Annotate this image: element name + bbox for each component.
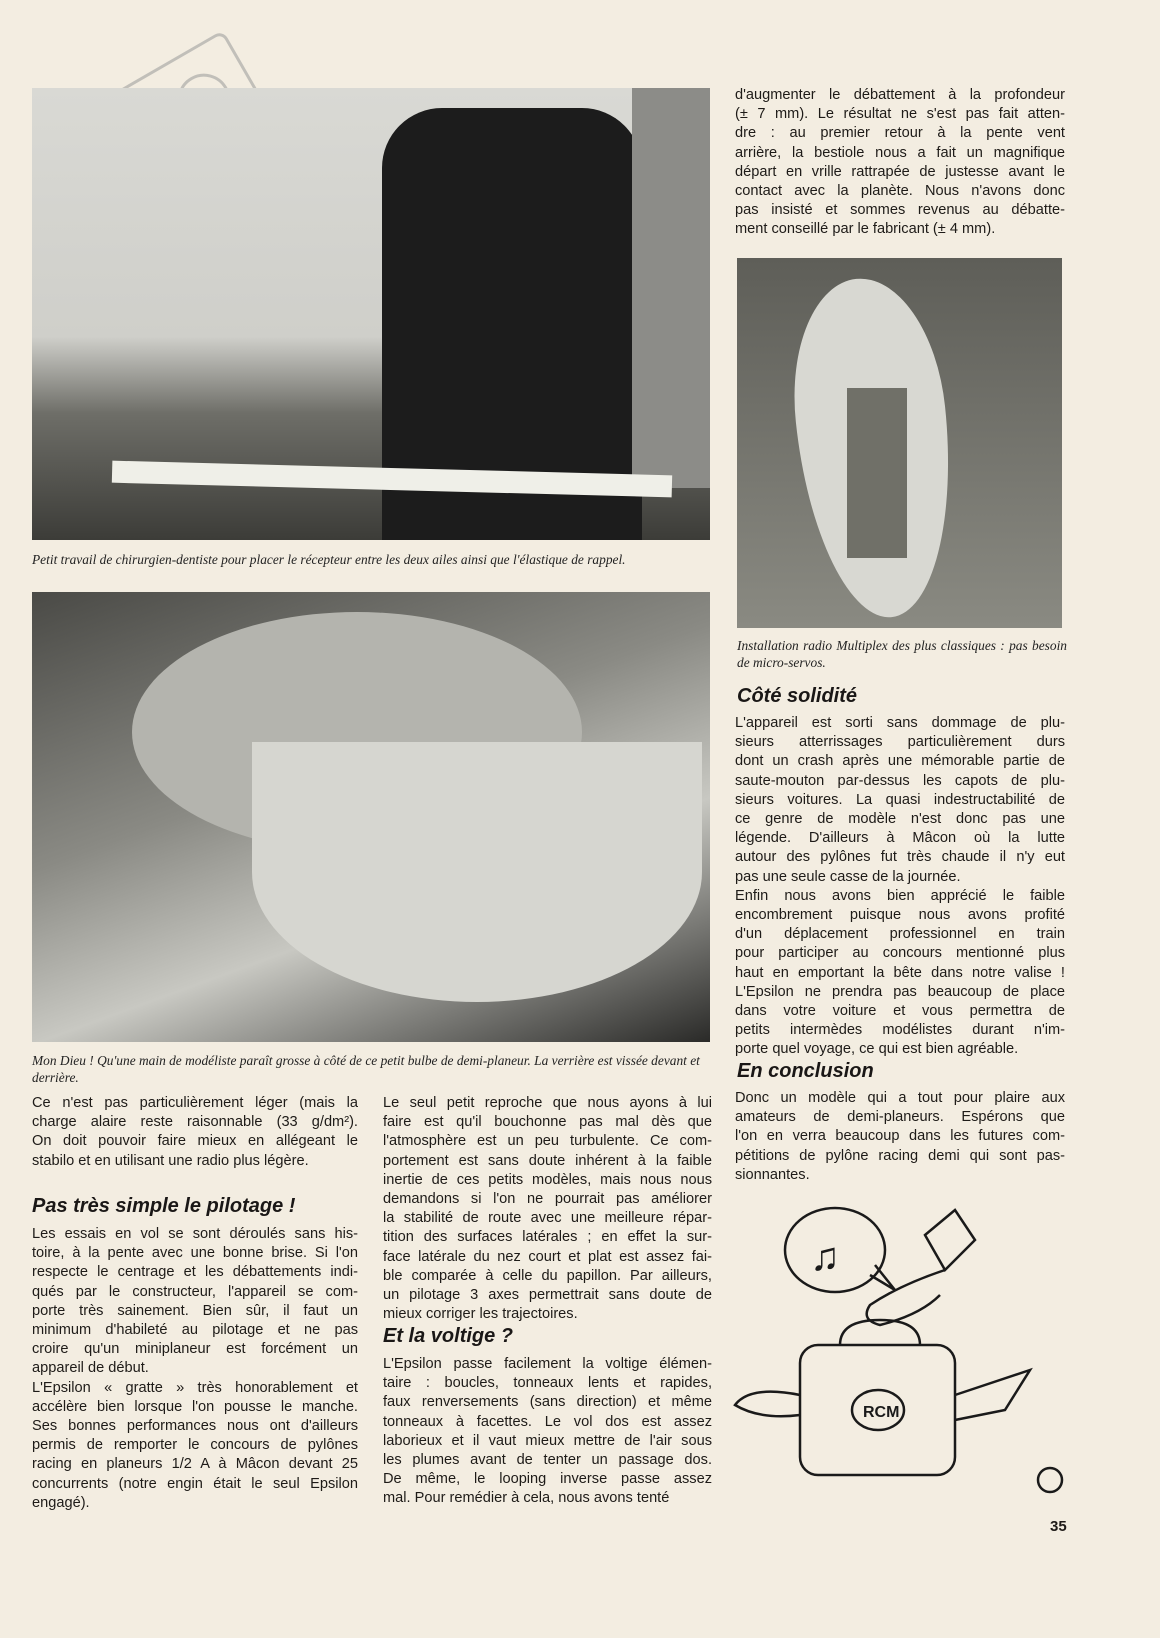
text-line: Enfin nous avons bien apprécié le faible — [735, 887, 1065, 904]
text-line: croire qu'un miniplaneur est forcément un — [32, 1341, 358, 1358]
text-line: porte très sainement. Bien sûr, il faut un — [32, 1302, 358, 1319]
text-line: qués par le constructeur, l'appareil se com- — [32, 1283, 358, 1300]
text-line: pas insisté et sommes revenus au débatte- — [735, 202, 1065, 219]
heading-voltige: Et la voltige ? — [383, 1325, 514, 1347]
cartoon-suitcase-illustration — [730, 1195, 1070, 1525]
text-line: toire, à la pente avec une bonne brise. Si l'on — [32, 1245, 358, 1262]
text-line: petits intermèdes modélistes durant n'im- — [735, 1022, 1065, 1039]
text-line: l'atmosphère est un peu turbulente. Ce com- — [383, 1133, 712, 1150]
text-line: L'Epsilon passe facilement la voltige élémen- — [383, 1356, 712, 1372]
text-line: d'un déplacement professionnel en train — [735, 926, 1065, 943]
text-line: laborieux et il vaut mieux mettre de l'air sous — [383, 1432, 712, 1449]
text-line: Ses bonnes performances nous ont d'ailleurs — [32, 1418, 358, 1435]
text-line: accélère bien lorsque l'on pousse le manche. — [32, 1398, 358, 1415]
heading-conclusion: En conclusion — [737, 1060, 874, 1082]
text-line: faire est qu'il bouchonne pas mal dès que — [383, 1114, 712, 1131]
photo-receiver-installation — [32, 88, 710, 540]
text-line: faux renversements (sans direction) et même — [383, 1394, 712, 1411]
column-right-top — [735, 86, 1065, 240]
page-number: 35 — [1050, 1518, 1067, 1535]
text-line: autour des pylônes fut très chaude il n'y eut — [735, 849, 1065, 866]
text-line: engagé). — [32, 1494, 90, 1511]
text-line: les plumes avant de tenter un passage dos. — [383, 1452, 712, 1469]
text-line: Donc un modèle qui a tout pour plaire aux — [735, 1090, 1065, 1106]
photo-canopy-hand — [32, 592, 710, 1042]
column-left-intro — [32, 1094, 358, 1171]
text-line: charge alaire reste raisonnable (33 g/dm²). — [32, 1114, 358, 1131]
text-line: (± 7 mm). Le résultat ne s'est pas fait atten- — [735, 106, 1065, 123]
text-line: l'on en verra beaucoup dans les futures com- — [735, 1128, 1065, 1145]
svg-text:♫: ♫ — [810, 1235, 840, 1279]
text-line: minimum d'habileté au pilotage et ne pas — [32, 1322, 358, 1339]
text-line: appareil de début. — [32, 1360, 149, 1377]
text-line: portement est sans doute inhérent à la faible — [383, 1152, 712, 1169]
text-line: ble comparée à celle du papillon. Par ailleurs, — [383, 1267, 712, 1284]
column-left-pilotage — [32, 1225, 358, 1513]
column-right-conclusion — [735, 1089, 1065, 1185]
text-line: sionnantes. — [735, 1166, 810, 1183]
text-line: pour participer au concours mentionné plus — [735, 945, 1065, 962]
text-line: racing en planeurs 1/2 A à Mâcon devant 25 — [32, 1456, 358, 1473]
heading-pilotage: Pas très simple le pilotage ! — [32, 1195, 296, 1217]
text-line: L'Epsilon « gratte » très honorablement et — [32, 1379, 358, 1396]
text-line: mal. Pour remédier à cela, nous avons tenté — [383, 1490, 670, 1507]
text-line: Le seul petit reproche que nous ayons à lui — [383, 1095, 712, 1111]
heading-solidite: Côté solidité — [737, 685, 858, 707]
text-line: contact avec la planète. Nous n'avons donc — [735, 183, 1065, 200]
text-line: porte quel voyage, ce qui est bien agréable. — [735, 1041, 1019, 1058]
text-line: pétitions de pylône racing demi qui sont pas- — [735, 1147, 1065, 1164]
text-line: L'Epsilon ne prendra pas beaucoup de place — [735, 983, 1065, 1000]
caption-photo-2: Mon Dieu ! Qu'une main de modéliste paraît grosse à côté de ce petit bulbe de demi-planeur. La verrière est vissée devant et derrière. — [32, 1053, 700, 1085]
text-line: respecte le centrage et les débattements indi- — [32, 1264, 358, 1281]
text-line: concurrents (notre engin était le seul Epsilon — [32, 1475, 358, 1492]
column-middle-voltige — [383, 1355, 712, 1509]
text-line: De même, le looping inverse passe assez — [383, 1471, 712, 1488]
text-line: pas une seule casse de la journée. — [735, 868, 961, 885]
text-line: départ en vrille rattrapée de justesse avant le — [735, 163, 1065, 180]
column-right-solidite — [735, 714, 1065, 1060]
caption-photo-3: Installation radio Multiplex des plus classiques : pas besoin de micro-servos. — [737, 638, 1067, 670]
column-middle — [383, 1094, 712, 1324]
text-line: dre : au premier retour à la pente vent — [735, 125, 1065, 142]
text-line: Ce n'est pas particulièrement léger (mais la — [32, 1095, 358, 1111]
text-line: tonneaux à facettes. Le vol dos est assez — [383, 1413, 712, 1430]
photo-radio-installation — [737, 258, 1062, 628]
text-line: d'augmenter le débattement à la profondeur — [735, 87, 1065, 103]
text-line: un pilotage 3 axes permettrait sans doute de — [383, 1287, 712, 1304]
text-line: demandons si l'on ne pourrait pas améliorer — [383, 1191, 712, 1208]
text-line: saute-mouton par-dessus les capots de plu- — [735, 772, 1065, 789]
text-line: tition des surfaces latérales ; en effet la sur- — [383, 1229, 712, 1246]
text-line: permis de remporter le concours de pylônes — [32, 1437, 358, 1454]
text-line: ment conseillé par le fabricant (± 4 mm). — [735, 221, 996, 238]
svg-text:RCM: RCM — [863, 1404, 900, 1421]
text-line: dont un crash après une mémorable partie de — [735, 753, 1065, 770]
text-line: L'appareil est sorti sans dommage de plu- — [735, 715, 1065, 731]
text-line: amateurs de demi-planeurs. Espérons que — [735, 1109, 1065, 1126]
text-line: mieux corriger les trajectoires. — [383, 1306, 578, 1323]
text-line: arrière, la bestiole nous a fait un magnifique — [735, 144, 1065, 161]
text-line: face latérale du nez court et plat est assez fai- — [383, 1248, 712, 1265]
text-line: taire : boucles, tonneaux lents et rapides, — [383, 1375, 712, 1392]
text-line: sieurs atterrissages particulièrement durs — [735, 734, 1065, 751]
text-line: dans votre voiture et vous permettra de — [735, 1003, 1065, 1020]
text-line: la stabilité de route avec une meilleure répar- — [383, 1210, 712, 1227]
text-line: légende. D'ailleurs à Mâcon où la lutte — [735, 830, 1065, 847]
text-line: inertie de ces petits modèles, mais nous nous — [383, 1171, 712, 1188]
caption-photo-1: Petit travail de chirurgien-dentiste pour placer le récepteur entre les deux ailes ainsi que l'élastique de rappel. — [32, 552, 626, 567]
text-line: sieurs voitures. La quasi indestructabilité de — [735, 791, 1065, 808]
text-line: Les essais en vol se sont déroulés sans his- — [32, 1226, 358, 1242]
text-line: On doit pouvoir faire mieux en allégeant le — [32, 1133, 358, 1150]
text-line: haut en emportant la bête dans notre valise ! — [735, 964, 1065, 981]
text-line: stabilo et en utilisant une radio plus légère. — [32, 1152, 309, 1169]
text-line: ce genre de modèle n'est donc pas une — [735, 811, 1065, 828]
text-line: encombrement puisque nous avons profité — [735, 907, 1065, 924]
